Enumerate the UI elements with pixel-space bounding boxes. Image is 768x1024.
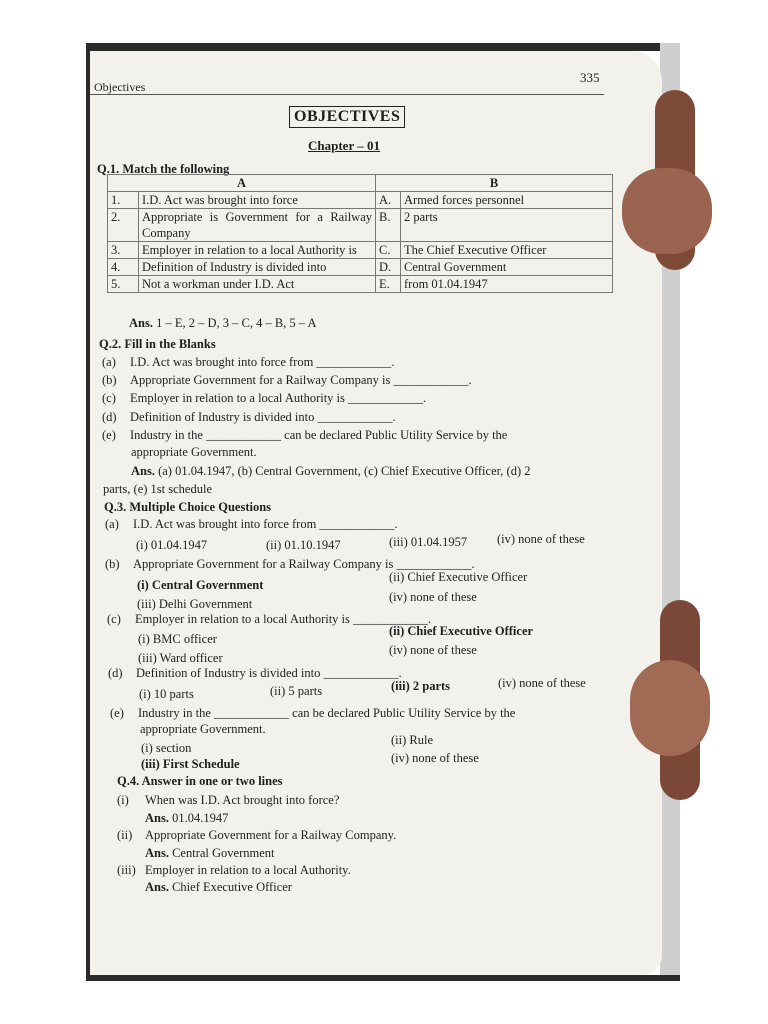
chapter-title: Chapter – 01 [308, 138, 380, 153]
mcq-option[interactable]: (iv) none of these [497, 532, 585, 546]
mcq-option-correct[interactable]: (ii) Chief Executive Officer [389, 624, 534, 638]
column-b-cell: The Chief Executive Officer [401, 242, 613, 259]
list-item: (d) Definition of Industry is divided into ____________. [102, 410, 396, 424]
mcq-question-continuation: appropriate Government. [140, 722, 266, 736]
mcq-option[interactable]: (iii) 01.04.1957 [389, 535, 468, 549]
column-b-cell: from 01.04.1947 [401, 276, 613, 293]
list-item-answer: Ans. Chief Executive Officer [145, 880, 292, 894]
q2-answer-continuation: parts, (e) 1st schedule [103, 482, 212, 496]
photo-border-top [86, 43, 680, 51]
mcq-option-correct[interactable]: (iii) First Schedule [141, 757, 240, 771]
column-b-header: B [376, 175, 613, 192]
list-item: (iii) Employer in relation to a local Authority. [117, 863, 351, 877]
header-rule [90, 94, 604, 95]
mcq-question: (d) Definition of Industry is divided into ____________. [108, 666, 402, 680]
table-row [108, 209, 613, 242]
mcq-option[interactable]: (iii) Ward officer [138, 651, 223, 665]
mcq-option[interactable]: (i) 10 parts [139, 687, 194, 701]
list-item-answer: Ans. 01.04.1947 [145, 811, 229, 825]
table-row [108, 276, 613, 293]
q3-heading: Q.3. Multiple Choice Questions [104, 500, 272, 514]
mcq-option[interactable]: (i) BMC officer [138, 632, 217, 646]
list-item: (i) When was I.D. Act brought into force? [117, 793, 340, 807]
mcq-question: (c) Employer in relation to a local Authority is ____________. [107, 612, 432, 626]
list-item: (b) Appropriate Government for a Railway Company is ____________. [102, 373, 472, 387]
mcq-option[interactable]: (ii) Chief Executive Officer [389, 570, 528, 584]
mcq-option[interactable]: (ii) Rule [391, 733, 434, 747]
list-item: (e) Industry in the ____________ can be declared Public Utility Service by the [102, 428, 508, 442]
table-row [108, 192, 613, 209]
row-letter: D. [376, 259, 401, 276]
mcq-option[interactable]: (iii) Delhi Government [137, 597, 253, 611]
q1-heading: Q.1. Match the following [97, 162, 230, 176]
mcq-option[interactable]: (iv) none of these [391, 751, 479, 765]
row-letter: E. [376, 276, 401, 293]
mcq-option[interactable]: (iv) none of these [389, 643, 477, 657]
column-a-header: A [108, 175, 376, 192]
list-item: (ii) Appropriate Government for a Railway Company. [117, 828, 397, 842]
mcq-option[interactable]: (iv) none of these [389, 590, 477, 604]
page-number: 335 [580, 70, 600, 85]
answer-text: 1 – E, 2 – D, 3 – C, 4 – B, 5 – A [156, 316, 317, 330]
list-item-answer: Ans. Central Government [145, 846, 275, 860]
list-item: (c) Employer in relation to a local Authority is ____________. [102, 391, 427, 405]
mcq-option[interactable]: (ii) 01.10.1947 [266, 538, 341, 552]
table-row [108, 259, 613, 276]
mcq-option-correct[interactable]: (i) Central Government [137, 578, 264, 592]
column-a-cell: I.D. Act was brought into force [139, 192, 376, 209]
row-number: 5. [108, 276, 139, 293]
row-letter: A. [376, 192, 401, 209]
q2-heading: Q.2. Fill in the Blanks [99, 337, 216, 351]
page-title: OBJECTIVES [289, 106, 405, 128]
mcq-option-correct[interactable]: (iii) 2 parts [391, 679, 451, 693]
column-a-cell: Employer in relation to a local Authority is [139, 242, 376, 259]
photo-border-bottom [86, 975, 680, 981]
column-b-cell: Armed forces personnel [401, 192, 613, 209]
mcq-question: (a) I.D. Act was brought into force from ____________. [105, 517, 398, 531]
row-number: 2. [108, 209, 139, 242]
mcq-option-correct[interactable]: (i) 01.04.1947 [136, 538, 208, 552]
answer-label: Ans. [129, 316, 153, 330]
row-letter: B. [376, 209, 401, 242]
column-a-cell: Not a workman under I.D. Act [139, 276, 376, 293]
match-table [107, 174, 613, 293]
list-item: (a) I.D. Act was brought into force from ____________. [102, 355, 395, 369]
column-a-cell: Definition of Industry is divided into [139, 259, 376, 276]
column-b-cell: Central Government [401, 259, 613, 276]
list-item-continuation: appropriate Government. [131, 445, 257, 459]
column-a-cell: Appropriate is Government for a Railway Company [139, 209, 376, 242]
column-b-cell: 2 parts [401, 209, 613, 242]
q4-heading: Q.4. Answer in one or two lines [117, 774, 283, 788]
mcq-option[interactable]: (ii) 5 parts [270, 684, 323, 698]
row-letter: C. [376, 242, 401, 259]
row-number: 3. [108, 242, 139, 259]
mcq-question: (b) Appropriate Government for a Railway Company is ____________. [105, 557, 475, 571]
q1-answer [129, 316, 317, 331]
q2-answer: Ans. (a) 01.04.1947, (b) Central Government, (c) Chief Executive Officer, (d) 2 [131, 464, 531, 478]
table-row [108, 242, 613, 259]
hand-finger [622, 168, 712, 254]
mcq-question: (e) Industry in the ____________ can be declared Public Utility Service by the [110, 706, 516, 720]
row-number: 1. [108, 192, 139, 209]
hand-finger [630, 660, 710, 756]
mcq-option[interactable]: (iv) none of these [498, 676, 586, 690]
running-header: Objectives [94, 80, 146, 94]
row-number: 4. [108, 259, 139, 276]
mcq-option[interactable]: (i) section [141, 741, 192, 755]
